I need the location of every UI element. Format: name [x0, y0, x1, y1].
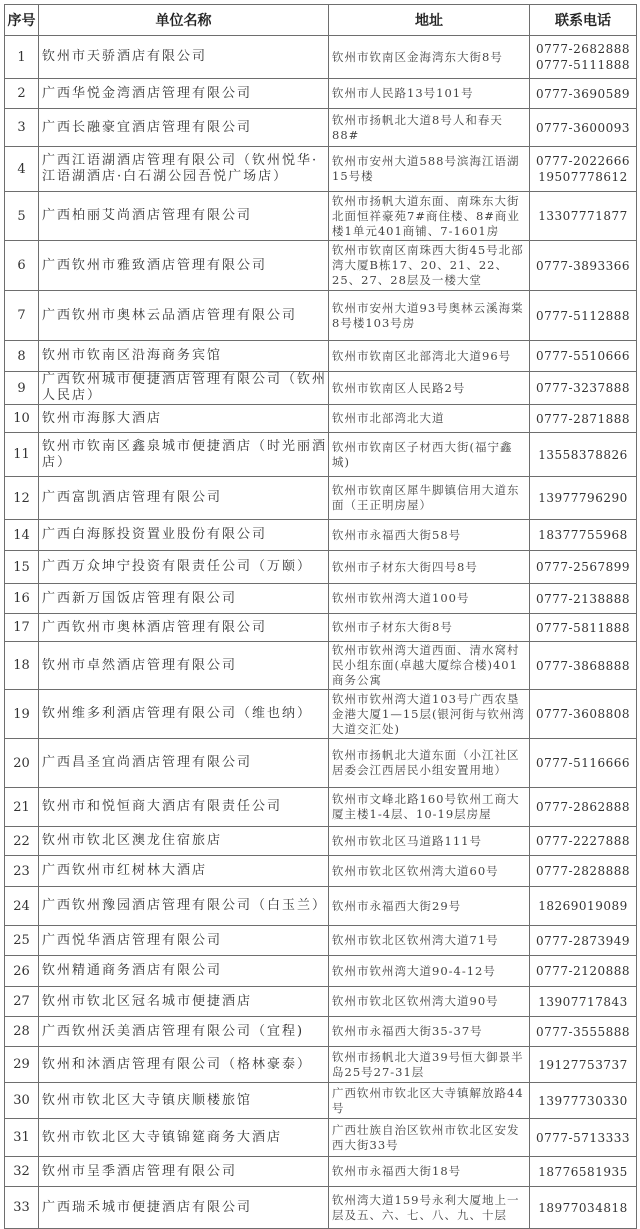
row-unit-name: 广西钦州城市便捷酒店管理有限公司（钦州人民店）	[39, 372, 329, 405]
header-unit-name: 单位名称	[39, 5, 329, 36]
table-row	[5, 1187, 637, 1229]
table-row	[5, 788, 637, 827]
table-row	[5, 584, 637, 614]
phone-number: 13977796290	[538, 491, 628, 505]
table-row	[5, 827, 637, 856]
row-serial-no: 20	[5, 739, 39, 788]
table-row	[5, 192, 637, 241]
table-row	[5, 856, 637, 887]
row-unit-name: 广西钦州市奥林云品酒店管理有限公司	[39, 291, 329, 341]
row-unit-name: 广西华悦金湾酒店管理有限公司	[39, 79, 329, 109]
table-row	[5, 341, 637, 372]
phone-number: 13558378826	[538, 447, 628, 462]
row-phone	[530, 192, 637, 241]
row-address: 钦州市钦北区钦州湾大道60号	[329, 856, 530, 887]
row-phone	[530, 147, 637, 192]
row-address: 钦州市钦南区北部湾北大道96号	[329, 341, 530, 372]
row-unit-name: 广西钦州豫园酒店管理有限公司（白玉兰）	[39, 887, 329, 926]
row-address: 钦州市钦北区钦州湾大道71号	[329, 926, 530, 956]
row-address: 钦州市安州大道588号滨海江语湖15号楼	[329, 147, 530, 192]
row-phone	[530, 788, 637, 827]
row-serial-no: 4	[5, 147, 39, 192]
row-phone	[530, 520, 637, 551]
row-address: 钦州市北部湾北大道	[329, 405, 530, 433]
row-address: 钦州市钦州湾大道90-4-12号	[329, 956, 530, 987]
row-address: 广西壮族自治区钦州市钦北区安发西大街33号	[329, 1119, 530, 1157]
table-row	[5, 372, 637, 405]
row-phone	[530, 1119, 637, 1157]
row-unit-name: 钦州精通商务酒店有限公司	[39, 956, 329, 987]
phone-number: 0777-3237888	[535, 381, 631, 395]
phone-number: 0777-5112888	[535, 308, 631, 323]
phone-number: 19507778612	[538, 170, 628, 184]
row-phone	[530, 887, 637, 926]
row-phone	[530, 1083, 637, 1119]
row-address: 广西钦州市钦北区大寺镇解放路44号	[329, 1083, 530, 1119]
row-serial-no: 22	[5, 827, 39, 856]
phone-number: 13977730330	[538, 1093, 628, 1108]
phone-number: 0777-3608808	[535, 707, 631, 721]
row-serial-no: 19	[5, 690, 39, 739]
row-unit-name: 广西长融豪宜酒店管理有限公司	[39, 109, 329, 147]
row-phone	[530, 372, 637, 405]
row-serial-no: 25	[5, 926, 39, 956]
row-address: 钦州市钦南区犀牛脚镇信用大道东面（王正明房屋）	[329, 477, 530, 520]
row-unit-name: 广西柏丽艾尚酒店管理有限公司	[39, 192, 329, 241]
row-address: 钦州市扬帆北大道8号人和春天88#	[329, 109, 530, 147]
row-unit-name: 钦州市呈季酒店管理有限公司	[39, 1157, 329, 1187]
phone-number: 0777-2873949	[535, 933, 631, 948]
row-address: 钦州市钦南区子材西大街(福宁鑫城)	[329, 433, 530, 477]
phone-number: 0777-2022666	[535, 154, 631, 168]
row-unit-name: 广西钦州市雅致酒店管理有限公司	[39, 241, 329, 291]
row-phone	[530, 614, 637, 642]
phone-number: 0777-2828888	[535, 864, 631, 878]
row-phone	[530, 690, 637, 739]
row-unit-name: 广西万众坤宁投资有限责任公司（万颐）	[39, 551, 329, 584]
row-serial-no: 23	[5, 856, 39, 887]
row-unit-name: 钦州市钦北区大寺镇庆顺楼旅馆	[39, 1083, 329, 1119]
phone-number: 0777-5116666	[535, 756, 631, 770]
table-row	[5, 987, 637, 1017]
row-address: 钦州市永福西大街58号	[329, 520, 530, 551]
phone-number: 18269019089	[538, 899, 628, 913]
row-unit-name: 广西昌圣宜尚酒店管理有限公司	[39, 739, 329, 788]
row-unit-name: 钦州维多利酒店管理有限公司（维也纳）	[39, 690, 329, 739]
phone-number: 0777-3868888	[535, 658, 631, 673]
row-address: 钦州市钦南区南珠西大街45号北部湾大厦B栋17、20、21、22、25、27、28层及一楼大堂	[329, 241, 530, 291]
row-serial-no: 24	[5, 887, 39, 926]
row-address: 钦州市安州大道93号奥林云溪海棠8号楼103号房	[329, 291, 530, 341]
row-address: 钦州市子材东大街8号	[329, 614, 530, 642]
row-serial-no: 10	[5, 405, 39, 433]
phone-number: 0777-5811888	[535, 620, 631, 635]
table-row	[5, 79, 637, 109]
row-phone	[530, 433, 637, 477]
row-address: 钦州湾大道159号永利大厦地上一层及五、六、七、八、九、十层	[329, 1187, 530, 1229]
row-phone	[530, 405, 637, 433]
row-phone	[530, 109, 637, 147]
row-serial-no: 31	[5, 1119, 39, 1157]
row-unit-name: 广西钦州市奥林酒店管理有限公司	[39, 614, 329, 642]
row-serial-no: 21	[5, 788, 39, 827]
row-unit-name: 钦州市钦北区冠名城市便捷酒店	[39, 987, 329, 1017]
row-phone	[530, 739, 637, 788]
row-phone	[530, 987, 637, 1017]
row-serial-no: 11	[5, 433, 39, 477]
row-phone	[530, 827, 637, 856]
row-unit-name: 广西钦州市红树林大酒店	[39, 856, 329, 887]
phone-number: 18977034818	[538, 1200, 628, 1215]
table-row	[5, 1157, 637, 1187]
table-row	[5, 551, 637, 584]
phone-number: 0777-5510666	[535, 349, 631, 363]
row-serial-no: 6	[5, 241, 39, 291]
header-serial-no: 序号	[5, 5, 39, 36]
row-unit-name: 钦州市钦南区鑫泉城市便捷酒店（时光丽酒店）	[39, 433, 329, 477]
table-row	[5, 477, 637, 520]
row-serial-no: 30	[5, 1083, 39, 1119]
row-serial-no: 5	[5, 192, 39, 241]
table-row	[5, 405, 637, 433]
row-serial-no: 3	[5, 109, 39, 147]
row-unit-name: 钦州市钦南区沿海商务宾馆	[39, 341, 329, 372]
row-phone	[530, 551, 637, 584]
row-unit-name: 钦州市和悦恒商大酒店有限责任公司	[39, 788, 329, 827]
row-serial-no: 27	[5, 987, 39, 1017]
row-unit-name: 钦州和沐酒店管理有限公司（格林豪泰）	[39, 1047, 329, 1083]
row-serial-no: 12	[5, 477, 39, 520]
phone-number: 0777-2120888	[535, 964, 631, 978]
row-phone	[530, 956, 637, 987]
table-row	[5, 956, 637, 987]
row-serial-no: 8	[5, 341, 39, 372]
row-unit-name: 广西江语湖酒店管理有限公司（钦州悦华·江语湖酒店·白石湖公园吾悦广场店）	[39, 147, 329, 192]
row-address: 钦州市钦北区钦州湾大道90号	[329, 987, 530, 1017]
row-address: 钦州市扬帆北大道39号恒大御景半岛25号27-31层	[329, 1047, 530, 1083]
row-serial-no: 16	[5, 584, 39, 614]
table-row	[5, 887, 637, 926]
row-unit-name: 钦州市钦北区澳龙住宿旅店	[39, 827, 329, 856]
row-address: 钦州市钦南区金海湾东大街8号	[329, 36, 530, 79]
table-row	[5, 291, 637, 341]
row-unit-name: 广西悦华酒店管理有限公司	[39, 926, 329, 956]
row-unit-name: 钦州市天骄酒店有限公司	[39, 36, 329, 79]
phone-number: 0777-3893366	[535, 258, 631, 273]
row-address: 钦州市钦州湾大道西面、清水窝村民小组东面(卓越大厦综合楼)401商务公寓	[329, 642, 530, 690]
table-row	[5, 739, 637, 788]
row-phone	[530, 856, 637, 887]
table-body	[5, 36, 637, 1229]
phone-number: 0777-5713333	[535, 1130, 631, 1145]
table-row	[5, 1083, 637, 1119]
table-row	[5, 520, 637, 551]
row-unit-name: 广西富凯酒店管理有限公司	[39, 477, 329, 520]
row-serial-no: 1	[5, 36, 39, 79]
row-phone	[530, 1017, 637, 1047]
row-serial-no: 15	[5, 551, 39, 584]
row-phone	[530, 241, 637, 291]
table-row	[5, 1017, 637, 1047]
row-unit-name: 广西钦州沃美酒店管理有限公司（宜程)	[39, 1017, 329, 1047]
row-serial-no: 18	[5, 642, 39, 690]
row-phone	[530, 926, 637, 956]
row-phone	[530, 79, 637, 109]
table-row	[5, 690, 637, 739]
phone-number: 18776581935	[538, 1164, 628, 1179]
phone-number: 18377755968	[538, 528, 628, 542]
row-address: 钦州市钦南区人民路2号	[329, 372, 530, 405]
table-row	[5, 109, 637, 147]
row-address: 钦州市扬帆北大道东面（小江社区居委会江西居民小组安置用地）	[329, 739, 530, 788]
phone-number: 0777-3555888	[535, 1024, 631, 1039]
row-serial-no: 7	[5, 291, 39, 341]
phone-number: 0777-2862888	[535, 800, 631, 814]
table-row	[5, 926, 637, 956]
row-phone	[530, 642, 637, 690]
row-address: 钦州市永福西大街35-37号	[329, 1017, 530, 1047]
row-phone	[530, 291, 637, 341]
row-phone	[530, 477, 637, 520]
phone-number: 13307771877	[538, 209, 628, 223]
table-row	[5, 642, 637, 690]
row-serial-no: 9	[5, 372, 39, 405]
row-address: 钦州市钦州湾大道100号	[329, 584, 530, 614]
row-unit-name: 钦州市海豚大酒店	[39, 405, 329, 433]
row-phone	[530, 341, 637, 372]
table-header-row	[5, 5, 637, 36]
row-serial-no: 32	[5, 1157, 39, 1187]
hotel-list-table	[4, 4, 637, 1229]
phone-number: 0777-5111888	[535, 58, 631, 72]
phone-number: 0777-3600093	[535, 120, 631, 135]
phone-number: 13907717843	[538, 994, 628, 1009]
row-phone	[530, 1047, 637, 1083]
row-unit-name: 广西瑞禾城市便捷酒店有限公司	[39, 1187, 329, 1229]
row-serial-no: 29	[5, 1047, 39, 1083]
header-address: 地址	[329, 5, 530, 36]
phone-number: 0777-3690589	[535, 86, 631, 101]
phone-number: 19127753737	[538, 1057, 628, 1072]
row-serial-no: 26	[5, 956, 39, 987]
row-phone	[530, 1187, 637, 1229]
row-phone	[530, 1157, 637, 1187]
row-address: 钦州市钦州湾大道103号广西农垦金港大厦1—15层(银河街与钦州湾大道交汇处)	[329, 690, 530, 739]
table-row	[5, 433, 637, 477]
row-unit-name: 钦州市卓然酒店管理有限公司	[39, 642, 329, 690]
phone-number: 0777-2567899	[535, 560, 631, 574]
phone-number: 0777-2227888	[535, 834, 631, 848]
row-unit-name: 广西白海豚投资置业股份有限公司	[39, 520, 329, 551]
table-row	[5, 1119, 637, 1157]
row-serial-no: 33	[5, 1187, 39, 1229]
row-unit-name: 钦州市钦北区大寺镇锦筵商务大酒店	[39, 1119, 329, 1157]
row-address: 钦州市扬帆大道东面、南珠东大街北面恒祥豪苑7#商住楼、8#商业楼1单元401商铺、7-1601房	[329, 192, 530, 241]
table-row	[5, 614, 637, 642]
row-phone	[530, 584, 637, 614]
row-phone	[530, 36, 637, 79]
header-phone: 联系电话	[530, 5, 637, 36]
row-serial-no: 2	[5, 79, 39, 109]
row-serial-no: 28	[5, 1017, 39, 1047]
row-serial-no: 17	[5, 614, 39, 642]
table-row	[5, 1047, 637, 1083]
row-address: 钦州市文峰北路160号钦州工商大厦主楼1-4层、10-19层房屋	[329, 788, 530, 827]
row-unit-name: 广西新万国饭店管理有限公司	[39, 584, 329, 614]
table-row	[5, 241, 637, 291]
phone-number: 0777-2682888	[535, 42, 631, 56]
row-address: 钦州市钦北区马道路111号	[329, 827, 530, 856]
table-row	[5, 36, 637, 79]
row-address: 钦州市永福西大街29号	[329, 887, 530, 926]
row-address: 钦州市子材东大街四号8号	[329, 551, 530, 584]
phone-number: 0777-2871888	[535, 411, 631, 426]
phone-number: 0777-2138888	[535, 591, 631, 606]
row-address: 钦州市人民路13号101号	[329, 79, 530, 109]
row-serial-no: 14	[5, 520, 39, 551]
table-row	[5, 147, 637, 192]
hotel-list-table-wrap	[4, 4, 636, 1229]
row-address: 钦州市永福西大街18号	[329, 1157, 530, 1187]
